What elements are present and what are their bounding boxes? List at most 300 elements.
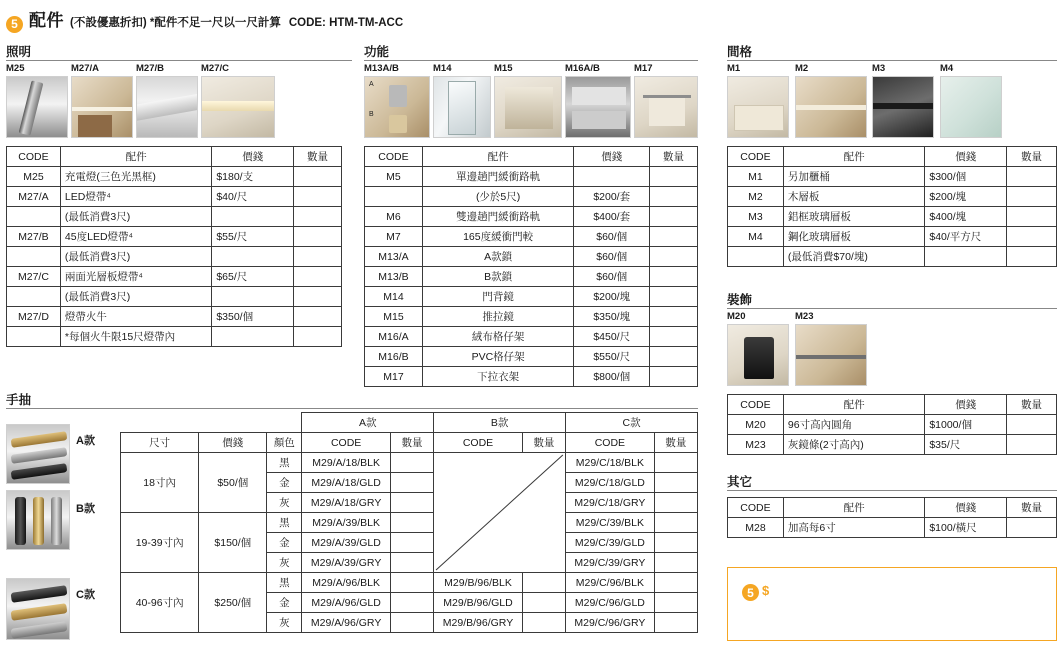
cell-price: $60/個 xyxy=(574,247,650,267)
swatch-image-m1 xyxy=(727,76,789,138)
handle-swatch-a xyxy=(6,424,70,484)
cell-code-c: M29/C/39/GLD xyxy=(566,533,655,553)
col-price: 價錢 xyxy=(925,498,1007,518)
cell-price: $40/尺 xyxy=(212,187,294,207)
table-row xyxy=(7,167,342,187)
col-qty: 數量 xyxy=(1007,147,1057,167)
cell-price: $50/個 xyxy=(199,453,267,513)
cell-qty[interactable] xyxy=(1007,518,1057,538)
cell-price: $150/個 xyxy=(199,513,267,573)
cell-qty[interactable] xyxy=(650,287,698,307)
handle-label-b: B款 xyxy=(76,503,95,515)
cell-price xyxy=(212,207,294,227)
rule-others xyxy=(727,490,1057,491)
cell-part: 單邊趟門緩衝路軌 xyxy=(422,167,573,187)
cell-part: 96寸高內圓角 xyxy=(783,415,924,435)
cell-color: 黑 xyxy=(267,573,302,593)
swatch-label-m27a: M27/A xyxy=(71,63,99,74)
table-row xyxy=(728,518,1057,538)
cell-color: 金 xyxy=(267,473,302,493)
swatch-image-m25 xyxy=(6,76,68,138)
cell-code: M16/B xyxy=(365,347,423,367)
table-row xyxy=(728,227,1057,247)
cell-part: 雙邊趟門緩衝路軌 xyxy=(422,207,573,227)
cell-color: 金 xyxy=(267,533,302,553)
cell-code-a: M29/A/96/GLD xyxy=(302,593,391,613)
cell-part: 木層板 xyxy=(783,187,924,207)
cell-code: M5 xyxy=(365,167,423,187)
cell-qty-c[interactable] xyxy=(654,553,697,573)
cell-price xyxy=(574,167,650,187)
page-title: 配件 xyxy=(29,11,64,30)
col-qty: 數量 xyxy=(1007,498,1057,518)
page-header xyxy=(6,6,403,31)
col-part: 配件 xyxy=(783,147,924,167)
cell-qty-b[interactable] xyxy=(522,573,565,593)
cell-qty[interactable] xyxy=(650,347,698,367)
cell-qty[interactable] xyxy=(294,307,342,327)
cell-color: 黑 xyxy=(267,453,302,473)
cell-qty-a[interactable] xyxy=(390,513,433,533)
cell-qty[interactable] xyxy=(650,247,698,267)
swatch-image-m15 xyxy=(494,76,562,138)
page-code: CODE: HTM-TM-ACC xyxy=(288,17,404,29)
cell-code-c: M29/C/39/BLK xyxy=(566,513,655,533)
col-code: CODE xyxy=(7,147,61,167)
col-code: CODE xyxy=(728,147,784,167)
cell-code-a: M29/A/18/GLD xyxy=(302,473,391,493)
table-row xyxy=(7,267,342,287)
cell-part: 另加櫃桶 xyxy=(783,167,924,187)
cell-qty[interactable] xyxy=(650,327,698,347)
table-header-row xyxy=(365,147,698,167)
cell-part: B款鎖 xyxy=(422,267,573,287)
cell-size: 19-39寸內 xyxy=(121,513,199,573)
cell-code-c: M29/C/18/GRY xyxy=(566,493,655,513)
cell-qty[interactable] xyxy=(294,247,342,267)
swatch-label-m16ab: M16A/B xyxy=(565,63,600,74)
table-handles xyxy=(120,412,698,633)
cell-code: M13/A xyxy=(365,247,423,267)
swatch-image-m16ab xyxy=(565,76,631,138)
table-header-row xyxy=(728,147,1057,167)
cell-code-c: M29/C/39/GRY xyxy=(566,553,655,573)
section-title-handles: 手抽 xyxy=(6,393,32,407)
cell-code-c: M29/C/18/BLK xyxy=(566,453,655,473)
cell-part: 165度緩衝門較 xyxy=(422,227,573,247)
cell-part: 灰鏡條(2寸高內) xyxy=(783,435,924,455)
table-others xyxy=(727,497,1057,538)
table-row xyxy=(728,187,1057,207)
handle-swatch-b xyxy=(6,490,70,550)
cell-qty-a[interactable] xyxy=(390,613,433,633)
cell-qty-a[interactable] xyxy=(390,473,433,493)
swatch-label-m3: M3 xyxy=(872,63,886,74)
table-row xyxy=(365,187,698,207)
cell-code: M6 xyxy=(365,207,423,227)
cell-price xyxy=(212,247,294,267)
spacer-cell xyxy=(267,413,302,433)
cell-code xyxy=(7,247,61,267)
table-header-row xyxy=(728,395,1057,415)
cell-qty[interactable] xyxy=(650,227,698,247)
swatch-label-m1: M1 xyxy=(727,63,741,74)
rule-partition xyxy=(727,60,1057,61)
table-row xyxy=(365,207,698,227)
cell-part: 充電燈(三色光黑框) xyxy=(60,167,211,187)
cell-code-a: M29/A/96/BLK xyxy=(302,573,391,593)
cell-qty[interactable] xyxy=(650,307,698,327)
col-qty-b: 數量 xyxy=(522,433,565,453)
cell-code: M3 xyxy=(728,207,784,227)
cell-qty[interactable] xyxy=(1007,247,1057,267)
cell-qty[interactable] xyxy=(294,287,342,307)
table-header-row xyxy=(7,147,342,167)
table-row xyxy=(365,307,698,327)
table-row xyxy=(728,435,1057,455)
swatch-label-m13ab: M13A/B xyxy=(364,63,399,74)
cell-price: $350/塊 xyxy=(574,307,650,327)
cell-price: $300/個 xyxy=(925,167,1007,187)
table-row xyxy=(7,227,342,247)
table-header-row xyxy=(728,498,1057,518)
cell-part: 兩面光層板燈帶⁴ xyxy=(60,267,211,287)
cell-code-c: M29/C/96/GLD xyxy=(566,593,655,613)
cell-qty-a[interactable] xyxy=(390,533,433,553)
table-row xyxy=(728,167,1057,187)
cell-code: M2 xyxy=(728,187,784,207)
cell-qty-c[interactable] xyxy=(654,613,697,633)
cell-size: 18寸內 xyxy=(121,453,199,513)
table-function xyxy=(364,146,698,387)
cell-qty-c[interactable] xyxy=(654,513,697,533)
cell-code-a: M29/A/18/BLK xyxy=(302,453,391,473)
cell-price: $400/套 xyxy=(574,207,650,227)
cell-qty[interactable] xyxy=(650,187,698,207)
cell-qty[interactable] xyxy=(1007,435,1057,455)
cell-code xyxy=(7,207,61,227)
cell-code: M27/B xyxy=(7,227,61,247)
col-code-b: CODE xyxy=(434,433,523,453)
cell-code: M1 xyxy=(728,167,784,187)
cell-code: M28 xyxy=(728,518,784,538)
col-code: CODE xyxy=(728,498,784,518)
section-title-others: 其它 xyxy=(727,475,753,489)
handle-swatch-c xyxy=(6,578,70,640)
rule-lighting xyxy=(6,60,352,61)
handle-label-a: A款 xyxy=(76,435,95,447)
cell-code-a: M29/A/39/GRY xyxy=(302,553,391,573)
cell-qty-b[interactable] xyxy=(522,613,565,633)
table-decoration xyxy=(727,394,1057,455)
table-row xyxy=(7,247,342,267)
swatch-image-m20 xyxy=(727,324,789,386)
col-qty-c: 數量 xyxy=(654,433,697,453)
cell-price: $400/塊 xyxy=(925,207,1007,227)
col-code: CODE xyxy=(365,147,423,167)
table-row xyxy=(121,453,698,473)
cell-code-a: M29/A/96/GRY xyxy=(302,613,391,633)
cell-size: 40-96寸內 xyxy=(121,573,199,633)
cell-color: 灰 xyxy=(267,493,302,513)
cell-code-c: M29/C/96/BLK xyxy=(566,573,655,593)
swatch-image-m13ab: A B xyxy=(364,76,430,138)
cell-price: $35/尺 xyxy=(925,435,1007,455)
callout-badge-icon: 5 xyxy=(742,584,759,601)
cell-qty-c[interactable] xyxy=(654,453,697,473)
cell-qty-c[interactable] xyxy=(654,473,697,493)
col-price: 價錢 xyxy=(925,395,1007,415)
cell-price: $60/個 xyxy=(574,227,650,247)
cell-code: M4 xyxy=(728,227,784,247)
col-color: 顏色 xyxy=(267,433,302,453)
section-title-decoration: 裝飾 xyxy=(727,293,753,307)
cell-qty-a[interactable] xyxy=(390,493,433,513)
cell-part: PVC格仔架 xyxy=(422,347,573,367)
swatch-image-m3 xyxy=(872,76,934,138)
swatch-label-m27b: M27/B xyxy=(136,63,164,74)
swatch-image-m14 xyxy=(433,76,491,138)
cell-code: M13/B xyxy=(365,267,423,287)
table-row xyxy=(365,287,698,307)
cell-part: (最低消費3尺) xyxy=(60,247,211,267)
col-part: 配件 xyxy=(60,147,211,167)
cell-qty[interactable] xyxy=(1007,415,1057,435)
table-partition xyxy=(727,146,1057,267)
col-qty-a: 數量 xyxy=(390,433,433,453)
cell-code xyxy=(7,287,61,307)
cell-qty[interactable] xyxy=(650,167,698,187)
swatch-label-m17: M17 xyxy=(634,63,653,74)
table-row xyxy=(365,227,698,247)
table-row xyxy=(7,327,342,347)
cell-color: 金 xyxy=(267,593,302,613)
page-subtitle: (不設優惠折扣) *配件不足一尺以一尺計算 xyxy=(70,17,281,29)
cell-part: 鋼化玻璃層板 xyxy=(783,227,924,247)
table-row xyxy=(121,573,698,593)
cell-part: (最低消費$70/塊) xyxy=(783,247,924,267)
swatch-label-m15: M15 xyxy=(494,63,513,74)
table-header-row xyxy=(121,433,698,453)
spacer-cell xyxy=(199,413,267,433)
cell-code: M25 xyxy=(7,167,61,187)
cell-part: 下拉衣架 xyxy=(422,367,573,387)
cell-code-b: M29/B/96/GRY xyxy=(434,613,523,633)
cell-code: M27/D xyxy=(7,307,61,327)
cell-qty-a[interactable] xyxy=(390,593,433,613)
cell-code: M17 xyxy=(365,367,423,387)
table-lighting xyxy=(6,146,342,347)
rule-decoration xyxy=(727,308,1057,309)
table-row xyxy=(7,287,342,307)
total-callout-box xyxy=(727,567,1057,641)
cell-code xyxy=(7,327,61,347)
cell-part: (少於5尺) xyxy=(422,187,573,207)
cell-qty[interactable] xyxy=(294,167,342,187)
swatch-image-m4 xyxy=(940,76,1002,138)
table-row xyxy=(728,207,1057,227)
cell-price: $450/尺 xyxy=(574,327,650,347)
cell-price: $200/套 xyxy=(574,187,650,207)
cell-price xyxy=(212,287,294,307)
cell-qty[interactable] xyxy=(294,227,342,247)
cell-price: $55/尺 xyxy=(212,227,294,247)
cell-code: M20 xyxy=(728,415,784,435)
cell-price xyxy=(925,247,1007,267)
col-code-c: CODE xyxy=(566,433,655,453)
cell-qty-c[interactable] xyxy=(654,533,697,553)
table-row xyxy=(728,247,1057,267)
cell-price: $250/個 xyxy=(199,573,267,633)
swatch-label-m2: M2 xyxy=(795,63,809,74)
cell-part: 門背鏡 xyxy=(422,287,573,307)
cell-qty-a[interactable] xyxy=(390,453,433,473)
cell-code: M15 xyxy=(365,307,423,327)
cell-code-a: M29/A/39/GLD xyxy=(302,533,391,553)
swatch-image-m17 xyxy=(634,76,698,138)
spacer-cell xyxy=(121,413,199,433)
rule-handles xyxy=(6,408,698,409)
section-badge-icon: 5 xyxy=(6,16,23,33)
cell-qty[interactable] xyxy=(294,267,342,287)
col-part: 配件 xyxy=(783,395,924,415)
col-size: 尺寸 xyxy=(121,433,199,453)
cell-qty-c[interactable] xyxy=(654,493,697,513)
col-qty: 數量 xyxy=(650,147,698,167)
cell-code: M27/C xyxy=(7,267,61,287)
cell-qty[interactable] xyxy=(1007,187,1057,207)
cell-code-c: M29/C/18/GLD xyxy=(566,473,655,493)
cell-qty[interactable] xyxy=(1007,227,1057,247)
col-qty: 數量 xyxy=(1007,395,1057,415)
cell-code-b: M29/B/96/GLD xyxy=(434,593,523,613)
swatch-label-m4: M4 xyxy=(940,63,954,74)
cell-code-b: M29/B/96/BLK xyxy=(434,573,523,593)
cell-price: $180/支 xyxy=(212,167,294,187)
swatch-label-m23: M23 xyxy=(795,311,814,322)
cell-code: M16/A xyxy=(365,327,423,347)
cell-code: M7 xyxy=(365,227,423,247)
section-title-function: 功能 xyxy=(364,45,390,59)
table-row xyxy=(7,207,342,227)
table-row xyxy=(365,347,698,367)
cell-qty[interactable] xyxy=(650,267,698,287)
cell-price: $550/尺 xyxy=(574,347,650,367)
cell-qty-c[interactable] xyxy=(654,573,697,593)
swatch-image-m27a xyxy=(71,76,133,138)
table-row xyxy=(7,187,342,207)
swatch-image-m2 xyxy=(795,76,867,138)
handle-label-c: C款 xyxy=(76,589,95,601)
swatch-image-m27b xyxy=(136,76,198,138)
cell-qty[interactable] xyxy=(294,207,342,227)
table-row xyxy=(365,367,698,387)
table-row xyxy=(7,307,342,327)
table-row xyxy=(365,267,698,287)
cell-code: M27/A xyxy=(7,187,61,207)
cell-price xyxy=(212,327,294,347)
group-header-c: C款 xyxy=(566,413,698,433)
cell-price: $200/塊 xyxy=(574,287,650,307)
col-part: 配件 xyxy=(783,498,924,518)
cell-part: (最低消費3尺) xyxy=(60,207,211,227)
col-price: 價錢 xyxy=(199,433,267,453)
table-row xyxy=(728,415,1057,435)
cell-qty[interactable] xyxy=(1007,167,1057,187)
cell-price: $1000/個 xyxy=(925,415,1007,435)
swatch-label-m25: M25 xyxy=(6,63,25,74)
table-row xyxy=(365,247,698,267)
swatch-image-m27c xyxy=(201,76,275,138)
col-price: 價錢 xyxy=(212,147,294,167)
cell-part: 燈帶火牛 xyxy=(60,307,211,327)
cell-price: $800/個 xyxy=(574,367,650,387)
cell-qty[interactable] xyxy=(294,327,342,347)
cell-qty[interactable] xyxy=(650,367,698,387)
cell-qty[interactable] xyxy=(650,207,698,227)
cell-code xyxy=(365,187,423,207)
swatch-image-m23 xyxy=(795,324,867,386)
cell-part: 絨布格仔架 xyxy=(422,327,573,347)
cell-part: *每個火牛限15尺燈帶內 xyxy=(60,327,211,347)
section-title-partition: 間格 xyxy=(727,45,753,59)
cell-part: A款鎖 xyxy=(422,247,573,267)
rule-function xyxy=(364,60,698,61)
swatch-label-m20: M20 xyxy=(727,311,746,322)
callout-dollar-label: $ xyxy=(762,583,770,598)
cell-color: 黑 xyxy=(267,513,302,533)
cell-price: $350/個 xyxy=(212,307,294,327)
cell-qty-a[interactable] xyxy=(390,573,433,593)
cell-code xyxy=(728,247,784,267)
cell-qty-b[interactable] xyxy=(522,593,565,613)
cell-qty-c[interactable] xyxy=(654,593,697,613)
cell-part: LED燈帶⁴ xyxy=(60,187,211,207)
col-part: 配件 xyxy=(422,147,573,167)
cell-part: 鋁框玻璃層板 xyxy=(783,207,924,227)
group-header-a: A款 xyxy=(302,413,434,433)
swatch-label-m27c: M27/C xyxy=(201,63,229,74)
cell-part: (最低消費3尺) xyxy=(60,287,211,307)
cell-price: $100/橫尺 xyxy=(925,518,1007,538)
group-header-b: B款 xyxy=(434,413,566,433)
col-code: CODE xyxy=(728,395,784,415)
col-price: 價錢 xyxy=(925,147,1007,167)
cell-code-a: M29/A/39/BLK xyxy=(302,513,391,533)
cell-price: $40/平方尺 xyxy=(925,227,1007,247)
cell-part: 推拉鏡 xyxy=(422,307,573,327)
cell-code: M23 xyxy=(728,435,784,455)
cell-color: 灰 xyxy=(267,553,302,573)
table-group-header-row xyxy=(121,413,698,433)
cell-price: $200/塊 xyxy=(925,187,1007,207)
cell-qty-a[interactable] xyxy=(390,553,433,573)
cell-qty[interactable] xyxy=(294,187,342,207)
cell-code: M14 xyxy=(365,287,423,307)
cell-price: $65/尺 xyxy=(212,267,294,287)
cell-color: 灰 xyxy=(267,613,302,633)
col-code-a: CODE xyxy=(302,433,391,453)
table-row xyxy=(121,513,698,533)
cell-qty[interactable] xyxy=(1007,207,1057,227)
table-row xyxy=(365,167,698,187)
cell-part: 加高每6寸 xyxy=(783,518,924,538)
cell-price: $60/個 xyxy=(574,267,650,287)
table-row xyxy=(365,327,698,347)
cell-code-a: M29/A/18/GRY xyxy=(302,493,391,513)
cell-part: 45度LED燈帶⁴ xyxy=(60,227,211,247)
cell-b-unavailable xyxy=(434,453,566,573)
